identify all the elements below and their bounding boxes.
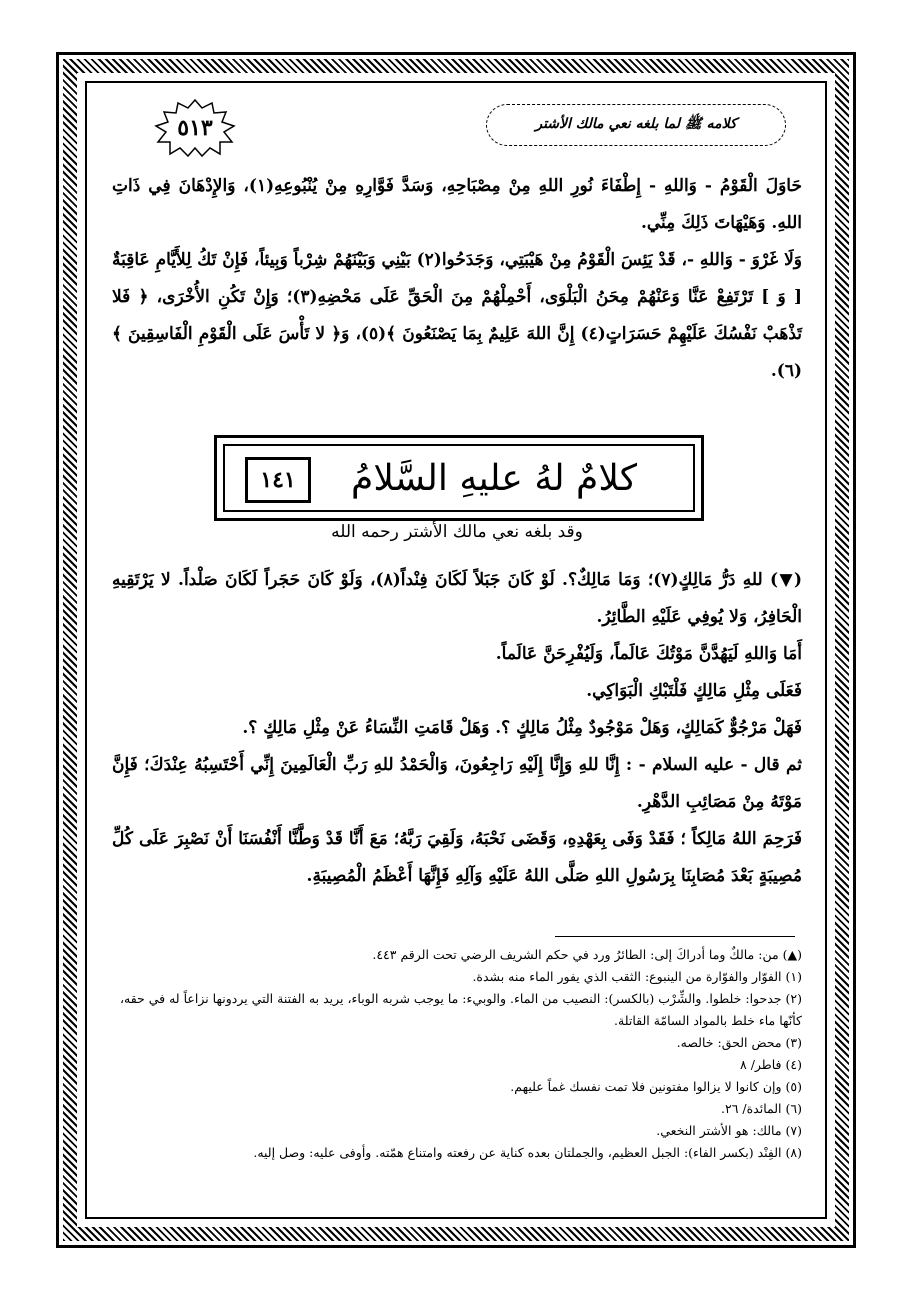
paragraph: فَهَلْ مَرْجُوٌّ كَمَالِكٍ، وَهَلْ مَوْجُودٌ مِثْلُ مَالِكٍ ؟. وَهَلْ قَامَتِ النِّسَاءُ عَنْ مِثْلِ مَالِكٍ ؟. — [242, 718, 802, 738]
running-header: كلامه ﷺ لما بلغه نعي مالك الأشتر — [486, 104, 786, 146]
text-block-top — [112, 168, 802, 390]
footnote: (٦) المائدة/ ٢٦. — [721, 1101, 802, 1116]
paragraph: فَرَحِمَ اللهُ مَالِكاً ؛ فَقَدْ وَفَى بِعَهْدِهِ، وَقَضَى نَحْبَهُ، وَلَقِيَ رَبَّهُ؛ مَعَ أَنَّا قَدْ وَطَّنَّا أَنْفُسَنَا أَنْ نَصْبِرَ عَلَى كُلِّ مُصِيبَةٍ بَعْدَ مُصَابِنَا بِرَسُولِ اللهِ صَلَّى اللهُ عَلَيْهِ وَآلِهِ فَإِنَّهَا أَعْظَمُ الْمُصِيبَةِ. — [112, 829, 802, 886]
paragraph: (▼) للهِ دَرُّ مَالِكٍ(٧)؛ وَمَا مَالِكٌ؟. لَوْ كَانَ جَبَلاً لَكَانَ فِنْداً(٨)، وَلَوْ كَانَ حَجَراً لَكَانَ صَلْداً. لا يَرْتَقِيهِ الْحَافِرُ، وَلا يُوفِي عَلَيْهِ الطَّائِرُ. — [112, 570, 802, 627]
footnotes — [112, 944, 802, 1164]
footnote-divider — [555, 936, 795, 937]
paragraph: وَلَا غَرْوَ - وَاللهِ -، قَدْ يَئِسَ الْقَوْمُ مِنْ هَيْبَتِي، وَجَدَحُوا(٢) بَيْنِي وَبَيْنَهُمْ شِرْباً وَبِيئاً، فَإِنْ تَكُ لِلأَيَّامِ عَاقِبَةٌ [ وَ ] تَرْتَفِعْ عَنَّا وَعَنْهُمْ مِحَنُ الْبَلْوَى، أَحْمِلْهُمْ مِنَ الْحَقِّ عَلَى مَحْضِهِ(٣)؛ وَإِنْ تَكُنِ الأُخْرَى، ﴿ فَلا تَذْهَبْ نَفْسُكَ عَلَيْهِمْ حَسَرَاتٍ(٤) إِنَّ اللهَ عَلِيمٌ بِمَا يَصْنَعُونَ ﴾(٥)، وَ﴿ لا تَأْسَ عَلَى الْقَوْمِ الْفَاسِقِينَ ﴾(٦). — [112, 250, 802, 381]
paragraph: أَمَا وَاللهِ لَيَهُدَّنَّ مَوْتُكَ عَالَماً، وَلَيُفْرِحَنَّ عَالَماً. — [495, 644, 802, 664]
footnote: (٤) فاطر/ ٨ — [740, 1057, 802, 1072]
section-title-box — [214, 435, 704, 521]
paragraph: حَاوَلَ الْقَوْمُ - وَاللهِ - إِطْفَاءَ نُورِ اللهِ مِنْ مِصْبَاحِهِ، وَسَدَّ فَوَّارِهِ مِنْ يُنْبُوعِهِ(١)، وَالإِدْهَانَ فِي ذَاتِ اللهِ. وَهَيْهَاتَ ذَلِكَ مِنِّي. — [112, 176, 802, 233]
paragraph: فَعَلَى مِثْلِ مَالِكٍ فَلْتَبْكِ الْبَوَاكِي. — [586, 681, 802, 701]
footnote: (٧) مالك: هو الأشتر النخعي. — [656, 1123, 802, 1138]
footnote: (▲) من: مالكٌ وما أدراكَ إلى: الطائرُ ورد في حكم الشريف الرضي تحت الرقم ٤٤٣. — [372, 947, 802, 962]
page-number: ٥١٣ — [177, 115, 213, 141]
section-number: ١٤١ — [245, 457, 311, 503]
footnote: (٣) محض الحق: خالصه. — [676, 1035, 802, 1050]
text-block-main — [112, 562, 802, 895]
section-title: كلامٌ لهُ عليهِ السَّلامُ — [351, 457, 637, 499]
footnote: (٢) جدحوا: خلطوا. والشِّرْب (بالكسر): النصيب من الماء. والوبيء: ما يوجب شربه الوباء، يريد به الفتنة التي يردونها نزاعاً له في حقه، كأنّها ماء خلط بالمواد السامّة القاتلة. — [119, 991, 802, 1028]
page-number-ornament — [150, 98, 240, 158]
footnote: (١) الفوّار والفوّارة من الينبوع: الثقب الذي يفور الماء منه بشدة. — [472, 969, 802, 984]
footnote: (٨) الفِنْد (بكسر الفاء): الجبل العظيم، والجملتان بعده كناية عن رفعته وامتناع همّته. وأوفى عليه: وصل إليه. — [253, 1145, 802, 1160]
paragraph: ثم قال - عليه السلام - : إِنَّا للهِ وَإِنَّا إِلَيْهِ رَاجِعُونَ، وَالْحَمْدُ للهِ رَبِّ الْعَالَمِينَ إِنِّي أَحْتَسِبُهُ عِنْدَكَ؛ فَإِنَّ مَوْتَهُ مِنْ مَصَائِبِ الدَّهْرِ. — [112, 755, 802, 812]
footnote: (٥) وإن كانوا لا يزالوا مفتونين فلا تمت نفسك غماً عليهم. — [510, 1079, 802, 1094]
section-subtitle: وقد بلغه نعي مالك الأشتر رحمه الله — [331, 522, 583, 542]
